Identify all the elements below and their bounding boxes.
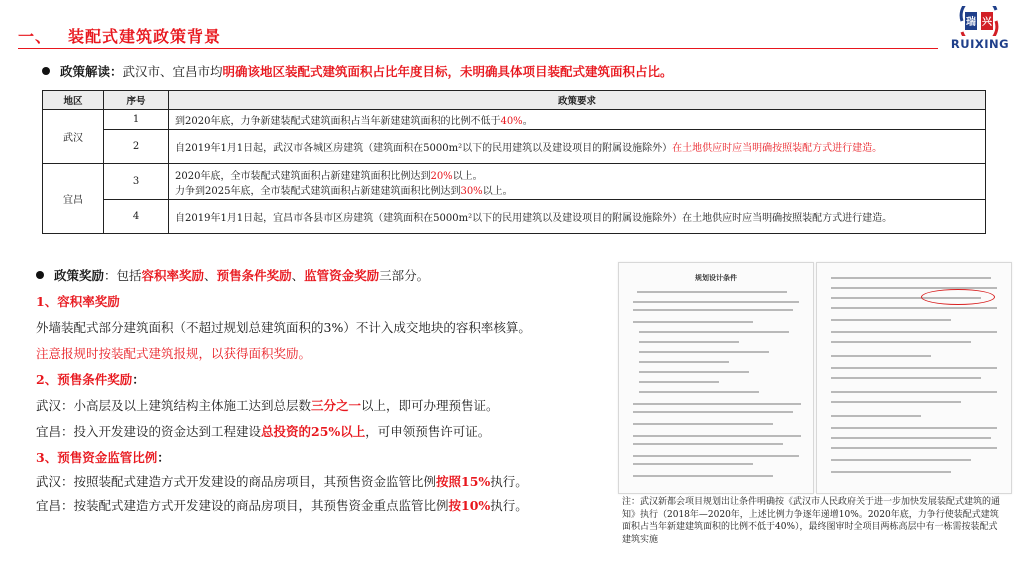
text-line-graphic [639,371,749,373]
text-line-graphic [639,331,789,333]
ruixing-logo [942,6,1018,56]
bullet-icon [36,271,44,279]
requirement-tail: 。 [522,116,533,127]
table-row [43,130,986,164]
presale-yichang-text: 宜昌：投入开发建设的资金达到工程建设 [36,424,262,439]
col-header-requirement: 政策要求 [169,91,986,110]
text-line-graphic [633,475,773,477]
table-row [43,110,986,130]
requirement-text: 自2019年1月1日起，武汉市各城区房建筑（建筑面积在5000m²以下的民用建筑以及建设项目的附属设施除外） [175,143,673,154]
presale-yichang-line [36,422,490,440]
document-scan-page-2 [816,262,1012,494]
text-line-graphic [831,471,951,473]
reward-sep: 、 [204,268,217,283]
escrow-yichang-line [36,496,528,514]
text-line-graphic [831,437,991,439]
requirement-highlight: 30% [460,185,483,197]
svg-text:兴: 兴 [982,17,992,28]
escrow-wuhan-tail: 执行。 [490,474,528,489]
text-line-graphic [633,309,793,311]
text-line-graphic [831,331,997,333]
table-row [43,200,986,234]
requirement-highlight: 在土地供应时应当明确按照装配方式进行建造。 [672,143,883,154]
table-header-row [43,91,986,110]
text-line-graphic [633,443,783,445]
section-number: 一、 [18,27,53,46]
requirement-text: 到2020年底，力争新建装配式建筑面积占当年新建建筑面积的比例不低于 [175,116,501,127]
text-line-graphic [831,401,961,403]
logo-brand-text: RUIXING [950,37,1010,51]
text-line-graphic [831,459,971,461]
requirement-tail: 以上。 [482,185,513,197]
table-row [43,164,986,200]
rewards-intro: ：包括 [104,268,142,283]
row-number: 4 [104,200,169,234]
escrow-wuhan-highlight: 按照15% [436,474,491,489]
document-title: 规划设计条件 [695,273,737,282]
text-line-graphic [639,391,759,393]
row-number: 1 [104,110,169,130]
requirement-cell [169,130,986,164]
text-line-graphic [633,411,793,413]
rewards-outro: 三部分。 [379,268,430,283]
subsection-title-presale [36,370,145,388]
far-rule-line: 外墙装配式部分建筑面积（不超过规划总建筑面积的3%）不计入成交地块的容积率核算。 [36,320,531,335]
reward-presale: 预售条件奖励 [216,268,292,283]
requirement-text: 2020年底，全市装配式建筑面积占新建建筑面积比例达到 [175,170,431,182]
requirement-cell [169,110,986,130]
area-cell-yichang: 宜昌 [43,164,104,234]
text-line-graphic [831,355,931,357]
area-cell-wuhan: 武汉 [43,110,104,164]
text-line-graphic [831,319,951,321]
document-scan-page-1 [618,262,814,494]
text-line-graphic [633,455,799,457]
highlight-circle [921,289,995,305]
section-title: 装配式建筑政策背景 [68,27,222,46]
rewards-label: 政策奖励 [54,268,105,283]
text-line-graphic [831,415,921,417]
svg-text:瑞: 瑞 [966,17,976,28]
interpretation-line [42,62,673,80]
text-line-graphic [639,341,739,343]
text-line-graphic [831,277,991,279]
interpretation-label: 政策解读： [60,64,123,79]
text-line-graphic [831,391,997,393]
requirement-text: 力争到2025年底，全市装配式建筑面积占新建建筑面积比例达到 [175,185,461,197]
escrow-colon: ： [157,450,170,465]
presale-yichang-highlight: 总投资的25%以上 [261,424,366,439]
escrow-yichang-highlight: 按10% [448,498,491,513]
far-note-line: 注意报规时按装配式建筑报规，以获得面积奖励。 [36,346,312,361]
text-line-graphic [831,367,997,369]
policy-table [42,90,986,234]
requirement-tail: 以上。 [452,170,483,182]
text-line-graphic [831,427,997,429]
interpretation-plain: 武汉市、宜昌市均 [122,64,223,79]
text-line-graphic [831,341,971,343]
logo-mark-icon [948,6,1010,36]
text-line-graphic [639,381,719,383]
text-line-graphic [633,463,753,465]
text-line-graphic [639,351,769,353]
escrow-yichang-text: 宜昌：按装配式建造方式开发建设的商品房项目，其预售资金重点监管比例 [36,498,449,513]
subsection-title-far: 1、容积率奖励 [36,294,120,309]
row-number: 2 [104,130,169,164]
text-line-graphic [831,447,997,449]
interpretation-highlight: 明确该地区装配式建筑面积占比年度目标，未明确具体项目装配式建筑面积占比。 [222,64,673,79]
footnote: 注：武汉新都会项目规划出让条件明确按《武汉市人民政府关于进一步加快发展装配式建筑的通知》执行（2018年—2020年，上述比例力争逐年递增10%。2020年底，力争行使装配式建筑面积占当年新建建筑面积的比例不低于40%），最终图审时全项目两栋高层中有一栋需按装配式建筑实施 [622,497,1001,545]
text-line-graphic [633,435,801,437]
reward-far: 容积率奖励 [141,268,205,283]
requirement-line [175,167,979,182]
presale-yichang-tail: ，可申领预售许可证。 [365,424,491,439]
text-line-graphic [633,423,773,425]
subsection-title-escrow [36,448,170,466]
text-line-graphic [633,301,799,303]
col-header-area: 地区 [43,91,104,110]
presale-wuhan-line [36,396,499,414]
rewards-intro-line [36,266,429,284]
row-number: 3 [104,164,169,200]
bullet-icon [42,67,50,75]
requirement-highlight: 20% [430,170,453,182]
reward-escrow: 监管资金奖励 [304,268,380,283]
text-line-graphic [633,403,801,405]
requirement-cell [169,164,986,200]
text-line-graphic [831,307,997,309]
escrow-title: 3、预售资金监管比例 [36,450,158,465]
requirement-cell: 自2019年1月1日起，宜昌市各县市区房建筑（建筑面积在5000m²以下的民用建筑以及建设项目的附属设施除外）在土地供应时应当明确按照装配方式进行建造。 [169,200,986,234]
text-line-graphic [637,291,787,293]
escrow-wuhan-text: 武汉：按照装配式建造方式开发建设的商品房项目，其预售资金监管比例 [36,474,437,489]
text-line-graphic [633,321,753,323]
presale-wuhan-text: 武汉：小高层及以上建筑结构主体施工达到总层数 [36,398,312,413]
page-heading [18,24,221,47]
presale-colon: ： [132,372,145,387]
reward-sep: 、 [291,268,305,283]
requirement-highlight: 40% [500,116,523,127]
presale-title: 2、预售条件奖励 [36,372,133,387]
col-header-no: 序号 [104,91,169,110]
escrow-wuhan-line [36,472,528,490]
escrow-yichang-tail: 执行。 [490,498,528,513]
presale-wuhan-highlight: 三分之一 [311,398,362,413]
text-line-graphic [831,377,981,379]
header-divider [18,48,938,49]
presale-wuhan-tail: 以上，即可办理预售证。 [361,398,499,413]
text-line-graphic [639,361,729,363]
requirement-line [175,182,979,197]
